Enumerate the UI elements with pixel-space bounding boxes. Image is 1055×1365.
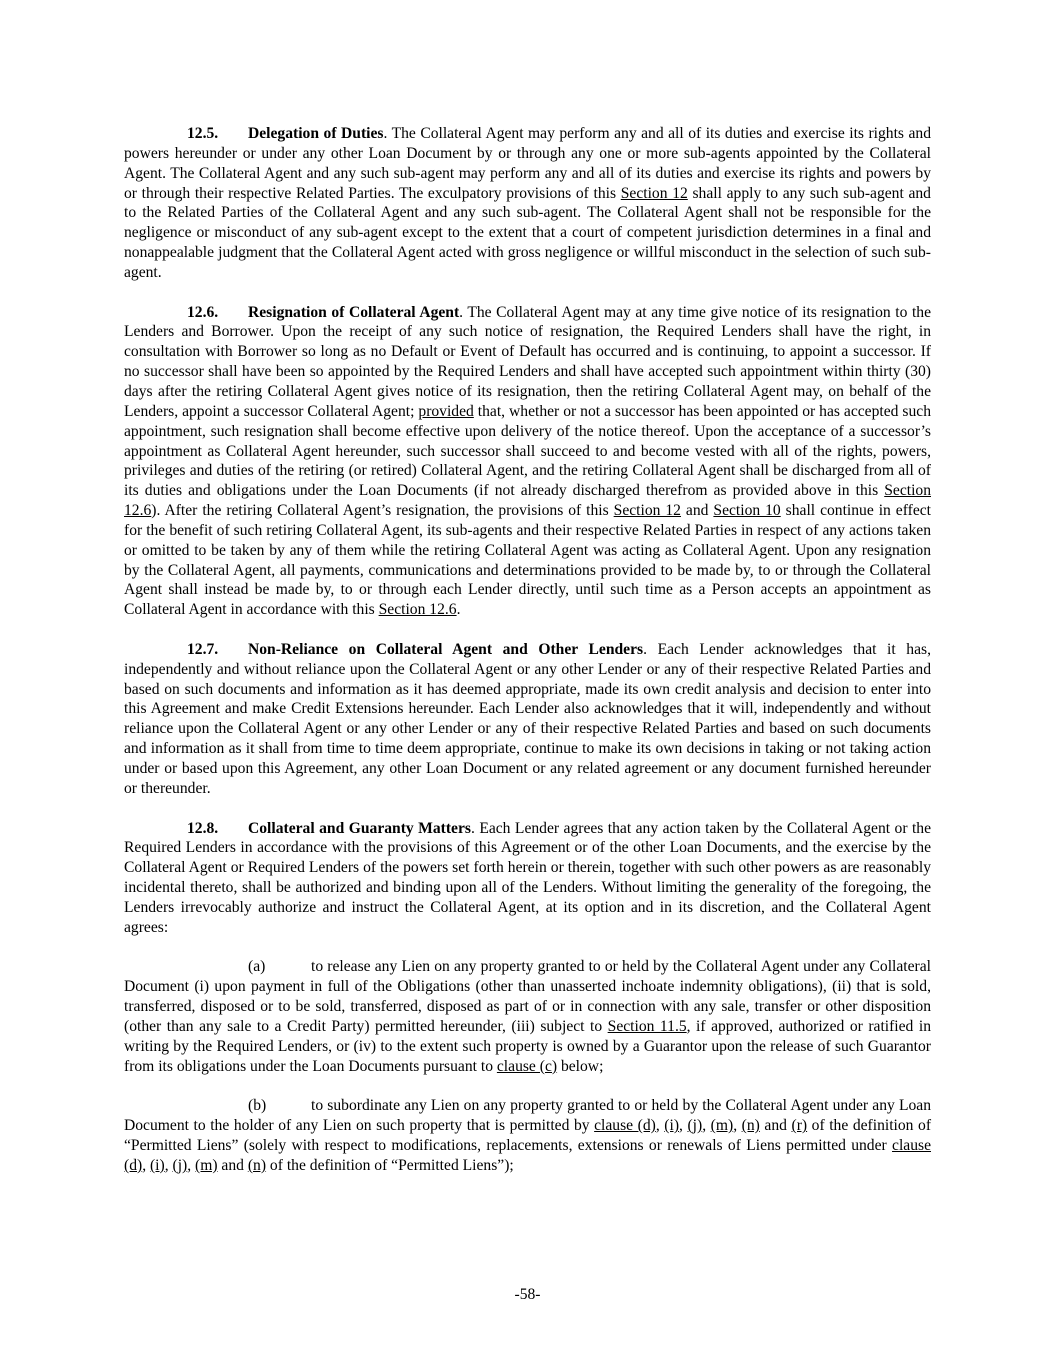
section-text: and [680,502,714,520]
clause-reference: (j) [172,1156,188,1174]
clause-reference: (i) [664,1117,680,1135]
clause-text: of the definition of “Permitted Liens”); [266,1156,514,1174]
section-text: . Each Lender agrees that any action taken by the Collateral Agent or the Required Lenders in accordance with the provisions of this Agreement or of the other Loan Documents, and the exercise by the Collateral Agent or Required Lenders of the powers set forth herein or therein, together with such other powers as are reasonably incidental thereto, shall be authorized and binding upon all of the Lenders. Without limiting the generality of the foregoing, the Lenders irrevocably authorize and instruct the Collateral Agent, at its option and in its discretion, and the Collateral Agent agrees: [124,819,932,936]
section-text: ). After the retiring Collateral Agent’s resignation, the provisions of this [151,502,614,520]
separator: , [655,1117,665,1135]
clause-a [124,957,931,1076]
section-reference: Section 12 [620,184,688,202]
section-title: Resignation of Collateral Agent [248,303,460,321]
clause-label: (a) [248,958,266,976]
section-number: 12.8. [187,819,219,837]
clause-reference: clause (d) [594,1117,656,1135]
clause-text: below; [557,1057,604,1075]
section-reference: Section 12.6 [378,601,457,619]
provided-term: provided [418,402,474,420]
section-reference: Section 10 [713,502,781,520]
section-text: shall continue in effect for the benefit of such retiring Collateral Agent, its sub-agents and their respective Related Parties in respect of any actions taken or omitted to be taken by any of them while the retiring Collateral Agent was acting as Collateral Agent. Upon any resignation by the Collateral Agent, all payments, communications and determinations provided to be made by, to or through the Collateral Agent shall instead be made by, to or through each Lender directly, until such time as a Person accepts an appointment as Collateral Agent in accordance with this [124,502,931,619]
clause-reference: clause (c) [496,1057,558,1075]
section-text: . Each Lender acknowledges that it has, independently and without reliance upon the Collateral Agent or any other Lender or any of their respective Related Parties and based on such documents and information as it has deemed appropriate, made its own credit analysis and decision to enter into this Agreement and make Credit Extensions hereunder. Each Lender also acknowledges that it will, independently and without reliance upon the Collateral Agent or any other Lender or any of their respective Related Parties and based on such documents and information as it shall from time to time deem appropriate, continue to make its own decisions in taking or not taking action under or based upon this Agreement, any other Loan Document or any related agreement or any document furnished hereunder or thereunder. [124,640,931,797]
clause-b [124,1096,931,1175]
section-12-6 [124,303,931,621]
clause-reference: (j) [687,1117,703,1135]
section-title: Collateral and Guaranty Matters [248,819,471,837]
section-12-8 [124,819,931,938]
section-reference: Section 12.6 [124,482,931,520]
section-text: that, whether or not a successor has been appointed or has accepted such appointment, such resignation shall become effective upon delivery of the notice thereof. Upon the acceptance of a successor’s appointment as Collateral Agent hereunder, such successor shall succeed to and become vested with all of the rights, powers, privileges and duties of the retiring (or retired) Collateral Agent, and the retiring Collateral Agent shall be discharged from all of its duties and obligations under the Loan Documents (if not already discharged therefrom as provided above in this [124,402,931,500]
conjunction: and [217,1156,248,1174]
conjunction: and [759,1117,792,1135]
clause-text: to release any Lien on any property granted to or held by the Collateral Agent under any Collateral Document (i) upon payment in full of the Obligations (other than unasserted inchoate indemnity obligations), (ii) that is sold, transferred, disposed or to be sold, transferred, disposed as part of or in connection with any sale, transfer or other disposition (other than any sale to a Credit Party) permitted hereunder, (iii) subject to [124,958,931,1035]
clause-reference: (m) [710,1117,734,1135]
section-text: . [456,601,461,619]
section-title: Delegation of Duties [248,125,384,142]
section-number: 12.5. [187,125,219,142]
clause-text: , if approved, authorized or ratified in writing by the Required Lenders, or (iv) to the extent such property is owned by a Guarantor upon the release of such Guarantor from its obligations under the Loan Documents pursuant to [124,1017,931,1075]
section-reference: Section 11.5 [607,1017,687,1035]
clause-reference: (m) [195,1156,218,1174]
page-number: -58- [514,1286,541,1303]
clause-text: to subordinate any Lien on any property granted to or held by the Collateral Agent under any Loan Document to the holder of any Lien on such property that is permitted by [124,1097,931,1135]
section-text: . The Collateral Agent may at any time give notice of its resignation to the Lenders and Borrower. Upon the receipt of any such notice of resignation, the Required Lenders shall have the right, in consultation with Borrower so long as no Default or Event of Default has occurred and is continuing, to appoint a successor. If no successor shall have been so appointed by the Required Lenders and shall have accepted such appointment within thirty (30) days after the retiring Collateral Agent gives notice of its resignation, then the retiring Collateral Agent may, on behalf of the Lenders, appoint a successor Collateral Agent; [124,303,931,420]
section-text: . The Collateral Agent may perform any and all of its duties and exercise its rights and powers hereunder or under any other Loan Document by or through any one or more sub-agents appointed by the Collateral Agent. The Collateral Agent and any such sub-agent may perform any and all of its duties and exercise its rights and powers by or through their respective Related Parties. The exculpatory provisions of this [124,125,932,202]
section-number: 12.7. [187,640,219,658]
section-number: 12.6. [187,303,219,321]
clause-reference: (i) [149,1156,165,1174]
clause-label: (b) [248,1097,267,1115]
separator: , [187,1156,196,1174]
section-reference: Section 12 [613,502,681,520]
clause-text: of the definition of “Permitted Liens” (solely with respect to modifications, replacements, extensions or renewals of Liens permitted under [124,1117,932,1155]
clause-reference: (r) [791,1117,808,1135]
separator: , [733,1117,742,1135]
clause-reference: (n) [247,1156,267,1174]
separator: , [164,1156,173,1174]
section-text: shall apply to any such sub-agent and to the Related Parties of the Collateral Agent and any such sub-agent. The Collateral Agent shall not be responsible for the negligence or misconduct of any sub-agent except to the extent that a court of competent jurisdiction determines in a final and nonappealable judgment that the Collateral Agent acted with gross negligence or willful misconduct in the selection of such sub-agent. [124,184,931,281]
document-page [124,124,931,1196]
separator: , [679,1117,688,1135]
section-12-7 [124,640,931,799]
separator: , [142,1156,150,1174]
clause-reference: clause (d) [124,1137,931,1174]
section-title: Non-Reliance on Collateral Agent and Other Lenders [248,640,644,658]
clause-reference: (n) [741,1117,760,1135]
section-12-5 [124,124,931,283]
separator: , [702,1117,711,1135]
